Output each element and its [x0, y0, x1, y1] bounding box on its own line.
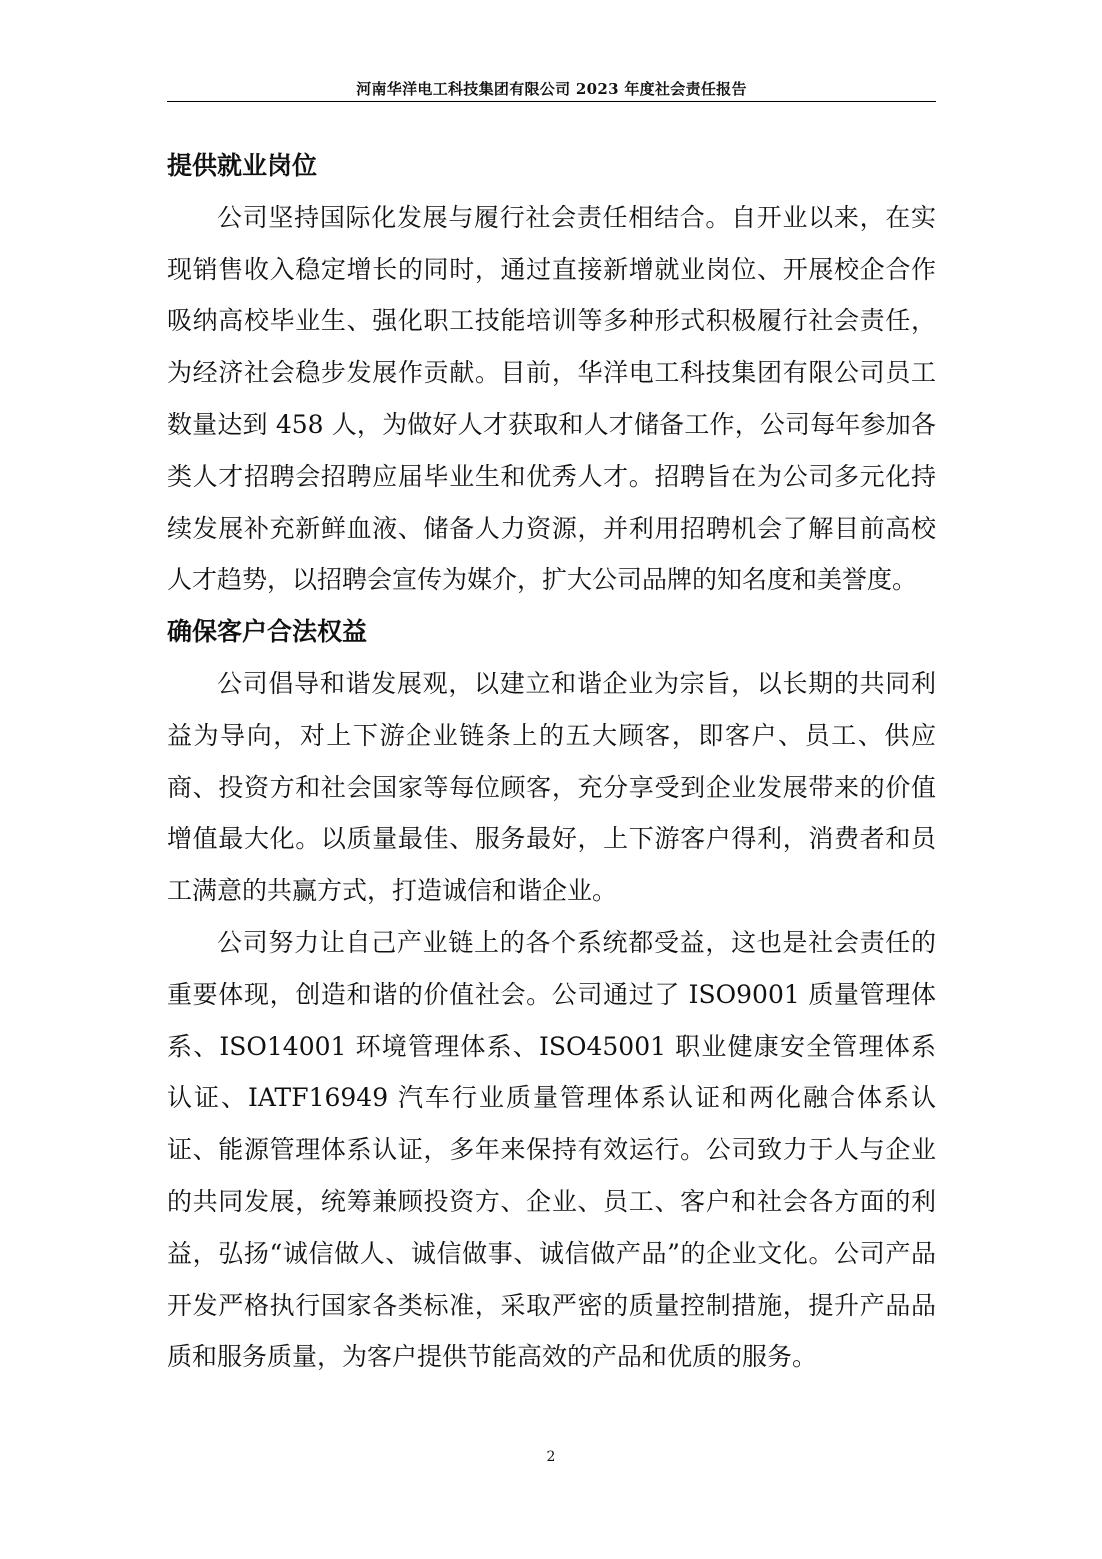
- page-header: 河南华洋电工科技集团有限公司 2023 年度社会责任报告: [356, 80, 747, 98]
- section-heading-employment: 提供就业岗位: [167, 151, 318, 180]
- page-number: 2: [546, 1449, 556, 1465]
- paragraph-industry-chain: 公司努力让自己产业链上的各个系统都受益，这也是社会责任的重要体现，创造和谐的价值社会。公司通过了 ISO9001 质量管理体系、ISO14001 环境管理体系、ISO45001 职业健康安全管理体系认证、IATF16949 汽车行业质量管理体系认证和两化融合体系认证、能源管理体系认证，多年来保持有效运行。公司致力于人与企业的共同发展，统筹兼顾投资方、企业、员工、客户和社会各方面的利益，弘扬“诚信做人、诚信做事、诚信做产品”的企业文化。公司产品开发严格执行国家各类标准，采取严密的质量控制措施，提升产品品质和服务质量，为客户提供节能高效的产品和优质的服务。: [167, 927, 936, 1372]
- paragraph-employment: 公司坚持国际化发展与履行社会责任相结合。自开业以来，在实现销售收入稳定增长的同时，通过直接新增就业岗位、开展校企合作吸纳高校毕业生、强化职工技能培训等多种形式积极履行社会责任，为经济社会稳步发展作贡献。目前，华洋电工科技集团有限公司员工数量达到 458 人，为做好人才获取和人才储备工作，公司每年参加各类人才招聘会招聘应届毕业生和优秀人才。招聘旨在为公司多元化持续发展补充新鲜血液、储备人力资源，并利用招聘机会了解目前高校人才趋势，以招聘会宣传为媒介，扩大公司品牌的知名度和美誉度。: [167, 202, 936, 595]
- section-heading-customer-rights: 确保客户合法权益: [167, 617, 368, 647]
- report-body: [167, 140, 936, 1383]
- header-divider: [167, 101, 936, 102]
- paragraph-harmonious-development: 公司倡导和谐发展观，以建立和谐企业为宗旨，以长期的共同利益为导向，对上下游企业链条上的五大顾客，即客户、员工、供应商、投资方和社会国家等每位顾客，充分享受到企业发展带来的价值增值最大化。以质量最佳、服务最好，上下游客户得利，消费者和员工满意的共赢方式，打造诚信和谐企业。: [167, 668, 936, 906]
